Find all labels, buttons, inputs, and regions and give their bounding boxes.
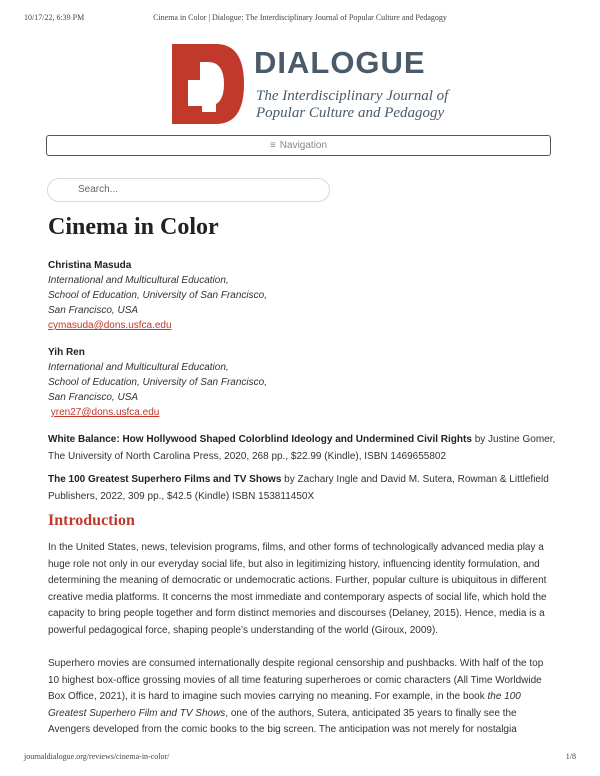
author-email-link[interactable]: yren27@dons.usfca.edu bbox=[50, 407, 160, 418]
book-title-italic: the 100 Greatest Superhero Film and TV Shows bbox=[48, 691, 521, 719]
logo-subtitle bbox=[256, 88, 448, 122]
author-name: Yih Ren bbox=[48, 347, 85, 358]
logo-subtitle-line1: The Interdisciplinary Journal of bbox=[256, 88, 449, 104]
body-paragraph: In the United States, news, television programs, films, and other forms of technologically advanced media play a huge role not only in our everyday social life, but also in legitimizing history, influencing identity formulation, and determining the meaning of democratic or undemocratic actions. Further, popular culture is ubiquitous in different creative media platforms. It concerns the most immediate and contemporary aspects of social life, which hold the capacity to bring people together and form distinct memories and discourses (Delaney, 2015). Hence, media is a powerful pedagogical force, shaping people’s understanding of the world (Giroux, 2009). bbox=[48, 542, 547, 636]
book-reference bbox=[48, 432, 558, 465]
book-details: by Zachary Ingle and David M. Sutera, Rowman & Littlefield Publishers, 2022, 309 pp., $42.5 (Kindle) ISBN 153811450X bbox=[48, 474, 549, 502]
author-affiliation: School of Education, University of San Francisco, bbox=[48, 290, 267, 301]
navigation-toggle[interactable] bbox=[46, 135, 551, 156]
paragraph-text: , one of the authors, Sutera, anticipated 35 years to finally see the Avengers developed from the comic books to the big screen. The anticipation was not merely for nostalgia bbox=[48, 707, 517, 735]
author-email-link[interactable]: cymasuda@dons.usfca.edu bbox=[48, 320, 172, 331]
author-block bbox=[48, 345, 558, 420]
search-input[interactable] bbox=[47, 178, 330, 202]
dialogue-logo-mark-icon bbox=[172, 44, 244, 124]
logo-wordmark: DIALOGUE bbox=[254, 45, 426, 80]
author-affiliation: International and Multicultural Education, bbox=[48, 275, 229, 286]
article-title: Cinema in Color bbox=[48, 214, 219, 240]
print-page-number: 1/8 bbox=[565, 752, 576, 761]
print-datetime: 10/17/22, 6:39 PM bbox=[24, 13, 85, 22]
body-paragraph bbox=[48, 656, 556, 739]
paragraph-text: Superhero movies are consumed internationally despite regional censorship and pushbacks. With half of the top 10 highest box-office grossing movies of all time featuring superheroes or comic characters (All Time Worldwide Box Office, 2021), it is hard to imagine such movies carrying no meaning. For example, in the book bbox=[48, 658, 544, 702]
navigation-label: Navigation bbox=[279, 140, 328, 151]
section-heading: Introduction bbox=[48, 512, 135, 529]
logo-subtitle-line2: Popular Culture and Pedagogy bbox=[256, 105, 445, 121]
author-affiliation: School of Education, University of San Francisco, bbox=[48, 377, 267, 388]
search-icon bbox=[60, 185, 70, 195]
search-placeholder: Search... bbox=[78, 184, 119, 195]
author-affiliation: San Francisco, USA bbox=[48, 392, 139, 403]
author-name: Christina Masuda bbox=[48, 260, 132, 271]
book-title: White Balance: How Hollywood Shaped Colorblind Ideology and Undermined Civil Rights bbox=[48, 434, 472, 445]
print-page-title: Cinema in Color | Dialogue: The Interdisciplinary Journal of Popular Culture and Pedagogy bbox=[153, 13, 447, 22]
book-details: by Justine Gomer, The University of North Carolina Press, 2020, 268 pp., $22.99 (Kindle), ISBN 1469655802 bbox=[48, 434, 556, 462]
author-affiliation: International and Multicultural Education, bbox=[48, 362, 229, 373]
print-url: journaldialogue.org/reviews/cinema-in-color/ bbox=[24, 752, 170, 761]
hamburger-icon: ≡ bbox=[269, 140, 276, 151]
author-block bbox=[48, 258, 558, 333]
book-reference bbox=[48, 472, 558, 505]
book-title: The 100 Greatest Superhero Films and TV Shows bbox=[48, 474, 282, 485]
site-logo[interactable] bbox=[172, 44, 449, 124]
author-affiliation: San Francisco, USA bbox=[48, 305, 139, 316]
